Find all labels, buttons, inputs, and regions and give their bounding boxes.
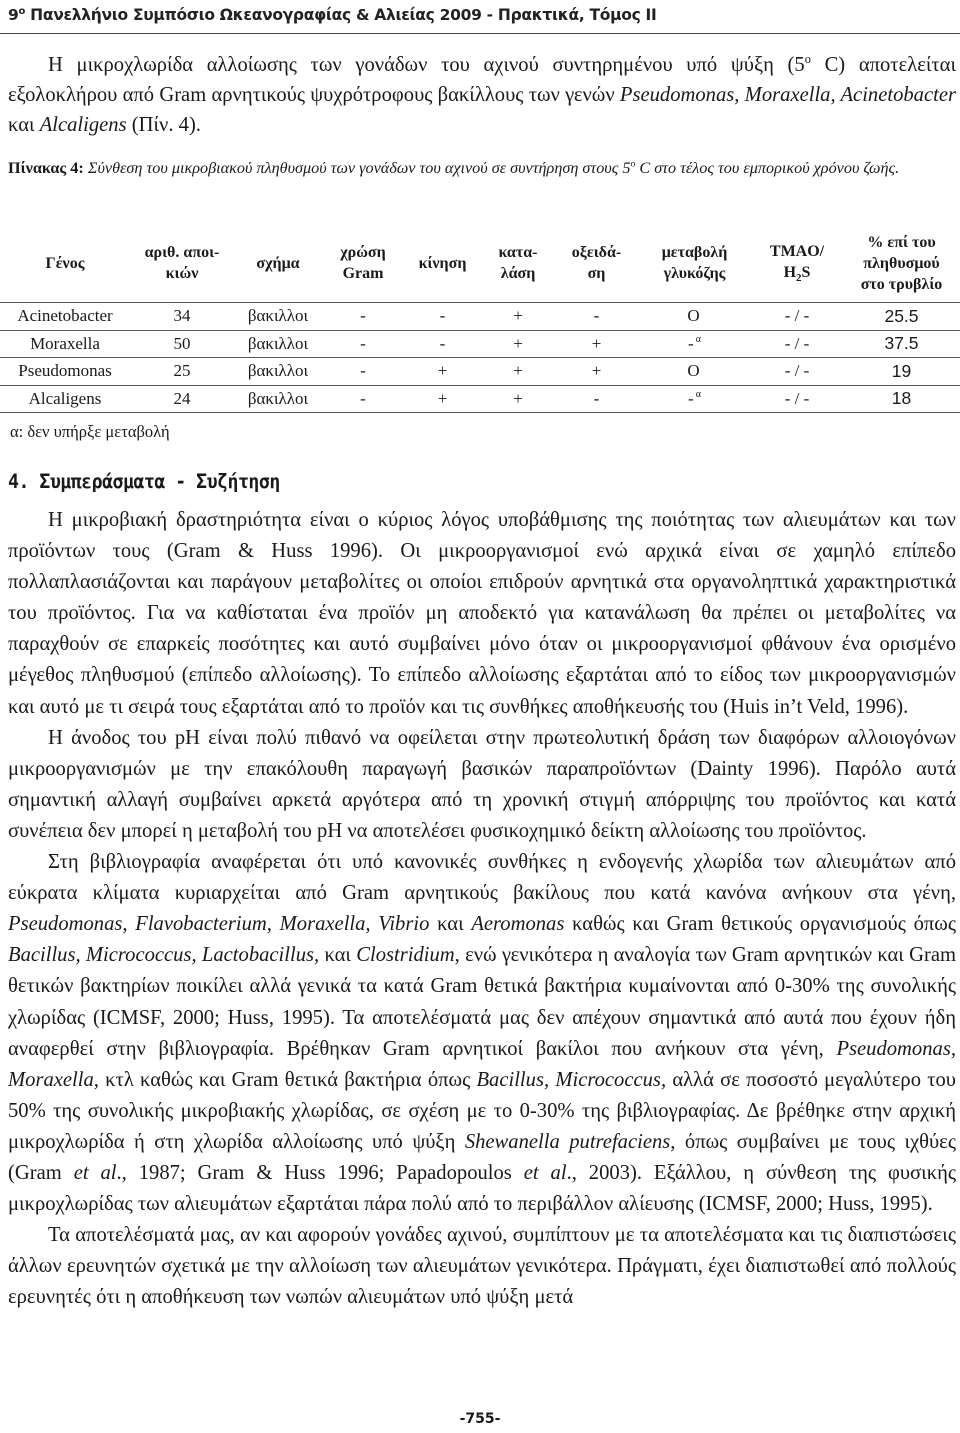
cell-catalase: + — [481, 330, 555, 358]
table-footnote: α: δεν υπήρξε μεταβολή — [10, 422, 170, 441]
cell-gram: - — [322, 303, 404, 331]
cell-shape: βακιλλοι — [234, 303, 322, 331]
col-shape: σχήμα — [234, 224, 322, 303]
cell-gram: - — [322, 385, 404, 413]
cell-motility: - — [404, 330, 481, 358]
cell-percent: 19 — [843, 358, 960, 386]
section-heading: 4. Συμπεράσματα - Συζήτηση — [8, 470, 280, 493]
cell-gram: - — [322, 330, 404, 358]
cell-oxidase: + — [555, 358, 638, 386]
table-header-row — [0, 224, 960, 303]
cell-colonies: 24 — [130, 385, 234, 413]
col-genus: Γένος — [0, 224, 130, 303]
cell-tmao: - / - — [751, 330, 843, 358]
cell-colonies: 25 — [130, 358, 234, 386]
cell-catalase: + — [481, 303, 555, 331]
cell-oxidase: - — [555, 303, 638, 331]
running-header: $9^o$ Πανελλήνιο Συμπόσιο Ωκεανογραφίας & Αλιείας 2009 - Πρακτικά, Τόμος ΙΙ — [8, 6, 657, 25]
cell-colonies: 50 — [130, 330, 234, 358]
cell-genus: Alcaligens — [0, 385, 130, 413]
cell-motility: - — [404, 303, 481, 331]
cell-gram: - — [322, 358, 404, 386]
col-tmao: TMAO/ $H_2S$ — [751, 224, 843, 303]
paragraph: Στη βιβλιογραφία αναφέρεται ότι υπό κανονικές συνθήκες η ενδογενής χλωρίδα των αλιευμάτων από εύκρατα κλίματα κυριαρχείται από Gram αρνητικούς βακίλους που κατά κανόνα ανήκουν στα γένη, Pseudomonas, Flavobacterium, Moraxella, Vibrio και Aeromonas καθώς και Gram θετικούς οργανισμούς όπως Bacillus, Micrococcus, Lactobacillus, και Clostridium, ενώ γενικότερα η αναλογία των Gram αρνητικών και Gram θετικών βακτηρίων ποικίλει αλλά γενικά τα κατά Gram θετικά βακτήρια κυμαίνονται από 0-30% της συνολικής χλωρίδας (ICMSF, 2000; Huss, 1995). Τα αποτελέσματά μας δεν απέχουν σημαντικά από αυτά που έχουν ήδη αναφερθεί στην βιβλιογραφία. Βρέθηκαν Gram αρνητικοί βακίλοι που ανήκουν στα γένη, Pseudomonas, Moraxella, κτλ καθώς και Gram θετικά βακτήρια όπως Bacillus, Micrococcus, αλλά σε ποσοστό μεγαλύτερο του 50% της συνολικής μικροβιακής χλωρίδας, σε σχέση με το 0-30% της βιβλιογραφίας. Δε βρέθηκε στην αρχική μικροχλωρίδα ή στη χλωρίδα αλλοίωσης υπό ψύξη Shewanella putrefaciens, όπως συμβαίνει με τους ιχθύες (Gram et al., 1987; Gram & Huss 1996; Papadopoulos et al., 2003). Εξάλλου, η σύνθεση της φυσικής μικροχλωρίδας των αλιευμάτων εξαρτάται πάρα πολύ από το περιβάλλον αλίευσης (ICMSF, 2000; Huss, 1995). — [8, 851, 957, 1216]
table-row — [0, 330, 960, 358]
cell-oxidase: + — [555, 330, 638, 358]
cell-percent: 18 — [843, 385, 960, 413]
cell-genus: Pseudomonas — [0, 358, 130, 386]
composition-table — [0, 224, 960, 413]
paragraph: Η άνοδος του pH είναι πολύ πιθανό να οφείλεται στην πρωτεολυτική δράση των διαφόρων αλλοιογόνων μικροοργανισμών με την επακόλουθη παραγωγή βασικών παραπροϊόντων (Dainty 1996). Παρόλο αυτά σημαντική αλλαγή συμβαίνει αρκετά αργότερα από τη χρονική στιγμή απόρριψης του προϊόντος και κατά συνέπεια δεν μπορεί η μεταβολή του pH να αποτελέσει φυσικοχημικό δείκτη αλλοίωσης του προϊόντος. — [8, 726, 956, 842]
body-text — [8, 505, 956, 1313]
paragraph: Η μικροβιακή δραστηριότητα είναι ο κύριος λόγος υποβάθμισης της ποιότητας των αλιευμάτων και των προϊόντων τους (Gram & Huss 1996). Οι μικροοργανισμοί ενώ αρχικά είναι σε χαμηλό επίπεδο πολλαπλασιάζονται και παράγουν μεταβολίτες οι οποίοι επιδρούν αρνητικά στα οργανοληπτικά χαρακτηριστικά του προϊόντος. Για να καθίσταται ένα προϊόν μη αποδεκτό για κατανάλωση θα πρέπει οι μεταβολίτες να παραχθούν σε επαρκείς ποσότητες και αυτό συμβαίνει μόνο όταν οι μικροοργανισμοί φθάνουν ένα ορισμένο μέγεθος πληθυσμού (επίπεδο αλλοίωσης). Το επίπεδο αλλοίωσης εξαρτάται από το είδος των μικροοργανισμών και αυτό με τι σειρά τους εξαρτάται από το προϊόν και τις συνθήκες αποθήκευσής του (Huis in’t Veld, 1996). — [8, 509, 956, 718]
cell-shape: βακιλλοι — [234, 330, 322, 358]
cell-colonies: 34 — [130, 303, 234, 331]
cell-motility: + — [404, 385, 481, 413]
col-glucose: μεταβολή γλυκόζης — [638, 224, 751, 303]
intro-paragraph: Η μικροχλωρίδα αλλοίωσης των γονάδων του αχινού συντηρημένου υπό ψύξη ($5^o$ C) αποτελείται εξολοκλήρου από Gram αρνητικούς ψυχρότροφους βακίλλους των γενών Pseudomonas, Moraxella, Acinetobacter και Alcaligens (Πίν. 4). — [8, 52, 957, 136]
cell-genus: Moraxella — [0, 330, 130, 358]
cell-shape: βακιλλοι — [234, 385, 322, 413]
table-row — [0, 358, 960, 386]
cell-glucose: - $^\alpha$ — [638, 330, 751, 358]
col-catalase: κατα- λάση — [481, 224, 555, 303]
table-row — [0, 385, 960, 413]
cell-glucose: O — [638, 358, 751, 386]
col-motility: κίνηση — [404, 224, 481, 303]
cell-genus: Acinetobacter — [0, 303, 130, 331]
cell-glucose: O — [638, 303, 751, 331]
cell-tmao: - / - — [751, 358, 843, 386]
cell-percent: 25.5 — [843, 303, 960, 331]
cell-tmao: - / - — [751, 303, 843, 331]
table-caption: Πίνακας 4: Σύνθεση του μικροβιακού πληθυσμού των γονάδων του αχινού σε συντήρηση στους $5^o$ C στο τέλος του εμπορικού χρόνου ζωής. — [8, 158, 900, 177]
col-gram: χρώση Gram — [322, 224, 404, 303]
col-percent: % επί του πληθυσμού στο τρυβλίο — [843, 224, 960, 303]
cell-percent: 37.5 — [843, 330, 960, 358]
paragraph: Τα αποτελέσματά μας, αν και αφορούν γονάδες αχινού, συμπίπτουν με τα αποτελέσματα και τις διαπιστώσεις άλλων ερευνητών σχετικά με την αλλοίωση των αλιευμάτων γενικότερα. Πράγματι, έχει διαπιστωθεί από πολλούς ερευνητές ότι η αποθήκευση των νωπών αλιευμάτων υπό ψύξη μετά — [8, 1224, 956, 1309]
col-oxidase: οξειδά- ση — [555, 224, 638, 303]
header-rule — [0, 33, 960, 34]
page-number: -755- — [459, 1411, 501, 1427]
cell-oxidase: - — [555, 385, 638, 413]
cell-glucose: - $^\alpha$ — [638, 385, 751, 413]
cell-shape: βακιλλοι — [234, 358, 322, 386]
cell-catalase: + — [481, 358, 555, 386]
col-colonies: αριθ. αποι- κιών — [130, 224, 234, 303]
cell-motility: + — [404, 358, 481, 386]
cell-tmao: - / - — [751, 385, 843, 413]
table-row — [0, 303, 960, 331]
cell-catalase: + — [481, 385, 555, 413]
